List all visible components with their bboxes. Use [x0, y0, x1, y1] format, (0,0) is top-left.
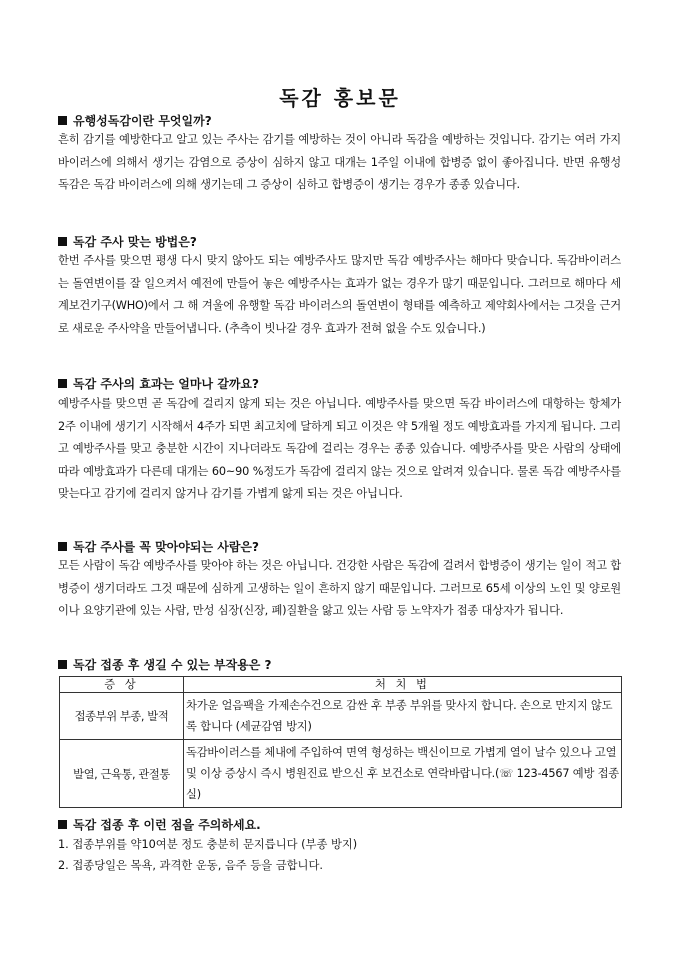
table-header-row: [60, 677, 622, 693]
action-cell: 독감바이러스를 체내에 주입하여 면역 형성하는 백신이므로 가볍게 열이 날수 있으나 고열 및 이상 증상시 즉시 병원진료 받으신 후 보건소로 연락바랍니다.(☏ 123-4567 예방 접종실): [184, 740, 622, 808]
side-effects-table: [59, 676, 622, 808]
section-heading-text: 유행성독감이란 무엇일까?: [73, 114, 212, 128]
action-cell: 차가운 얼음팩을 가제손수건으로 감싼 후 부종 부위를 맞사지 합니다. 손으로 만지지 않도록 합니다 (세균감염 방지): [184, 693, 622, 740]
square-bullet-icon: [58, 660, 67, 669]
section-heading-text: 독감 주사를 꼭 맞아야되는 사람은?: [73, 540, 259, 554]
precaution-list: [58, 834, 357, 876]
section-heading-text: 독감 주사의 효과는 얼마나 갈까요?: [73, 377, 259, 391]
section-heading-text: 독감 접종 후 이런 점을 주의하세요.: [73, 818, 261, 832]
page-title: 독감 홍보문: [279, 86, 401, 110]
square-bullet-icon: [58, 542, 67, 551]
section-heading: [58, 113, 212, 129]
section-body: 한번 주사를 맞으면 평생 다시 맞지 않아도 되는 예방주사도 많지만 독감 예방주사는 해마다 맞습니다. 독감바이러스는 돌연변이를 잘 일으켜서 예전에 만들어 놓은 예방주사는 효과가 없는 경우가 많기 때문입니다. 그러므로 해마다 세계보건기구(WHO)에서 그 해 겨울에 유행할 독감 바이러스의 돌연변이 형태를 예측하고 제약회사에서는 그것을 근거로 새로운 주사약을 만들어냅니다. (추측이 빗나갈 경우 효과가 전혀 없을 수도 있습니다.): [58, 254, 621, 335]
section-heading: [58, 539, 259, 555]
square-bullet-icon: [58, 820, 67, 829]
symptom-cell: 접종부위 부종, 발적: [60, 693, 184, 740]
section-heading: [58, 376, 259, 392]
symptom-cell: 발열, 근육통, 관절통: [60, 740, 184, 808]
section-heading: [58, 817, 261, 833]
section-body: 흔히 감기를 예방한다고 알고 있는 주사는 감기를 예방하는 것이 아니라 독감을 예방하는 것입니다. 감기는 여러 가지 바이러스에 의해서 생기는 감염으로 증상이 심하지 않고 대개는 1주일 이내에 합병증 없이 좋아집니다. 반면 유행성 독감은 독감 바이러스에 의해 생기는데 그 증상이 심하고 합병증이 생기는 경우가 종종 있습니다.: [58, 133, 621, 191]
square-bullet-icon: [58, 379, 67, 388]
section-heading: [58, 234, 197, 250]
square-bullet-icon: [58, 116, 67, 125]
table-header-symptom: 증 상: [60, 677, 184, 693]
section-heading: [58, 657, 272, 673]
square-bullet-icon: [58, 237, 67, 246]
table-row: [60, 693, 622, 740]
list-item: 1. 접종부위를 약10여분 정도 충분히 문지릅니다 (부종 방지): [58, 838, 358, 851]
section-body: 모든 사람이 독감 예방주사를 맞아야 하는 것은 아닙니다. 건강한 사람은 독감에 걸려서 합병증이 생기는 일이 적고 합병증이 생기더라도 그것 때문에 심하게 고생하는 일이 흔하지 않기 때문입니다. 그러므로 65세 이상의 노인 및 양로원이나 요양기관에 있는 사람, 만성 심장(신장, 폐)질환을 앓고 있는 사람 등 노약자가 접종 대상자가 됩니다.: [58, 559, 621, 617]
table-row: [60, 740, 622, 808]
table-header-action: 처 치 법: [184, 677, 622, 693]
section-body: 예방주사를 맞으면 곧 독감에 걸리지 않게 되는 것은 아닙니다. 예방주사를 맞으면 독감 바이러스에 대항하는 항체가 2주 이내에 생기기 시작해서 4주가 되면 최고치에 달하게 되고 이것은 약 5개월 정도 예방효과를 가지게 됩니다. 그리고 예방주사를 맞고 충분한 시간이 지나더라도 독감에 걸리는 경우는 종종 있습니다. 예방주사를 맞은 사람의 상태에 따라 예방효과가 다른데 대개는 60~90 %정도가 독감에 걸리지 않는 것으로 알려져 있습니다. 물론 독감 예방주사를 맞는다고 감기에 걸리지 않거나 감기를 가볍게 앓게 되는 것은 아닙니다.: [58, 397, 621, 500]
section-heading-text: 독감 접종 후 생길 수 있는 부작용은 ?: [73, 658, 272, 672]
list-item: 2. 접종당일은 목욕, 과격한 운동, 음주 등을 금합니다.: [58, 859, 323, 872]
section-heading-text: 독감 주사 맞는 방법은?: [73, 235, 197, 249]
